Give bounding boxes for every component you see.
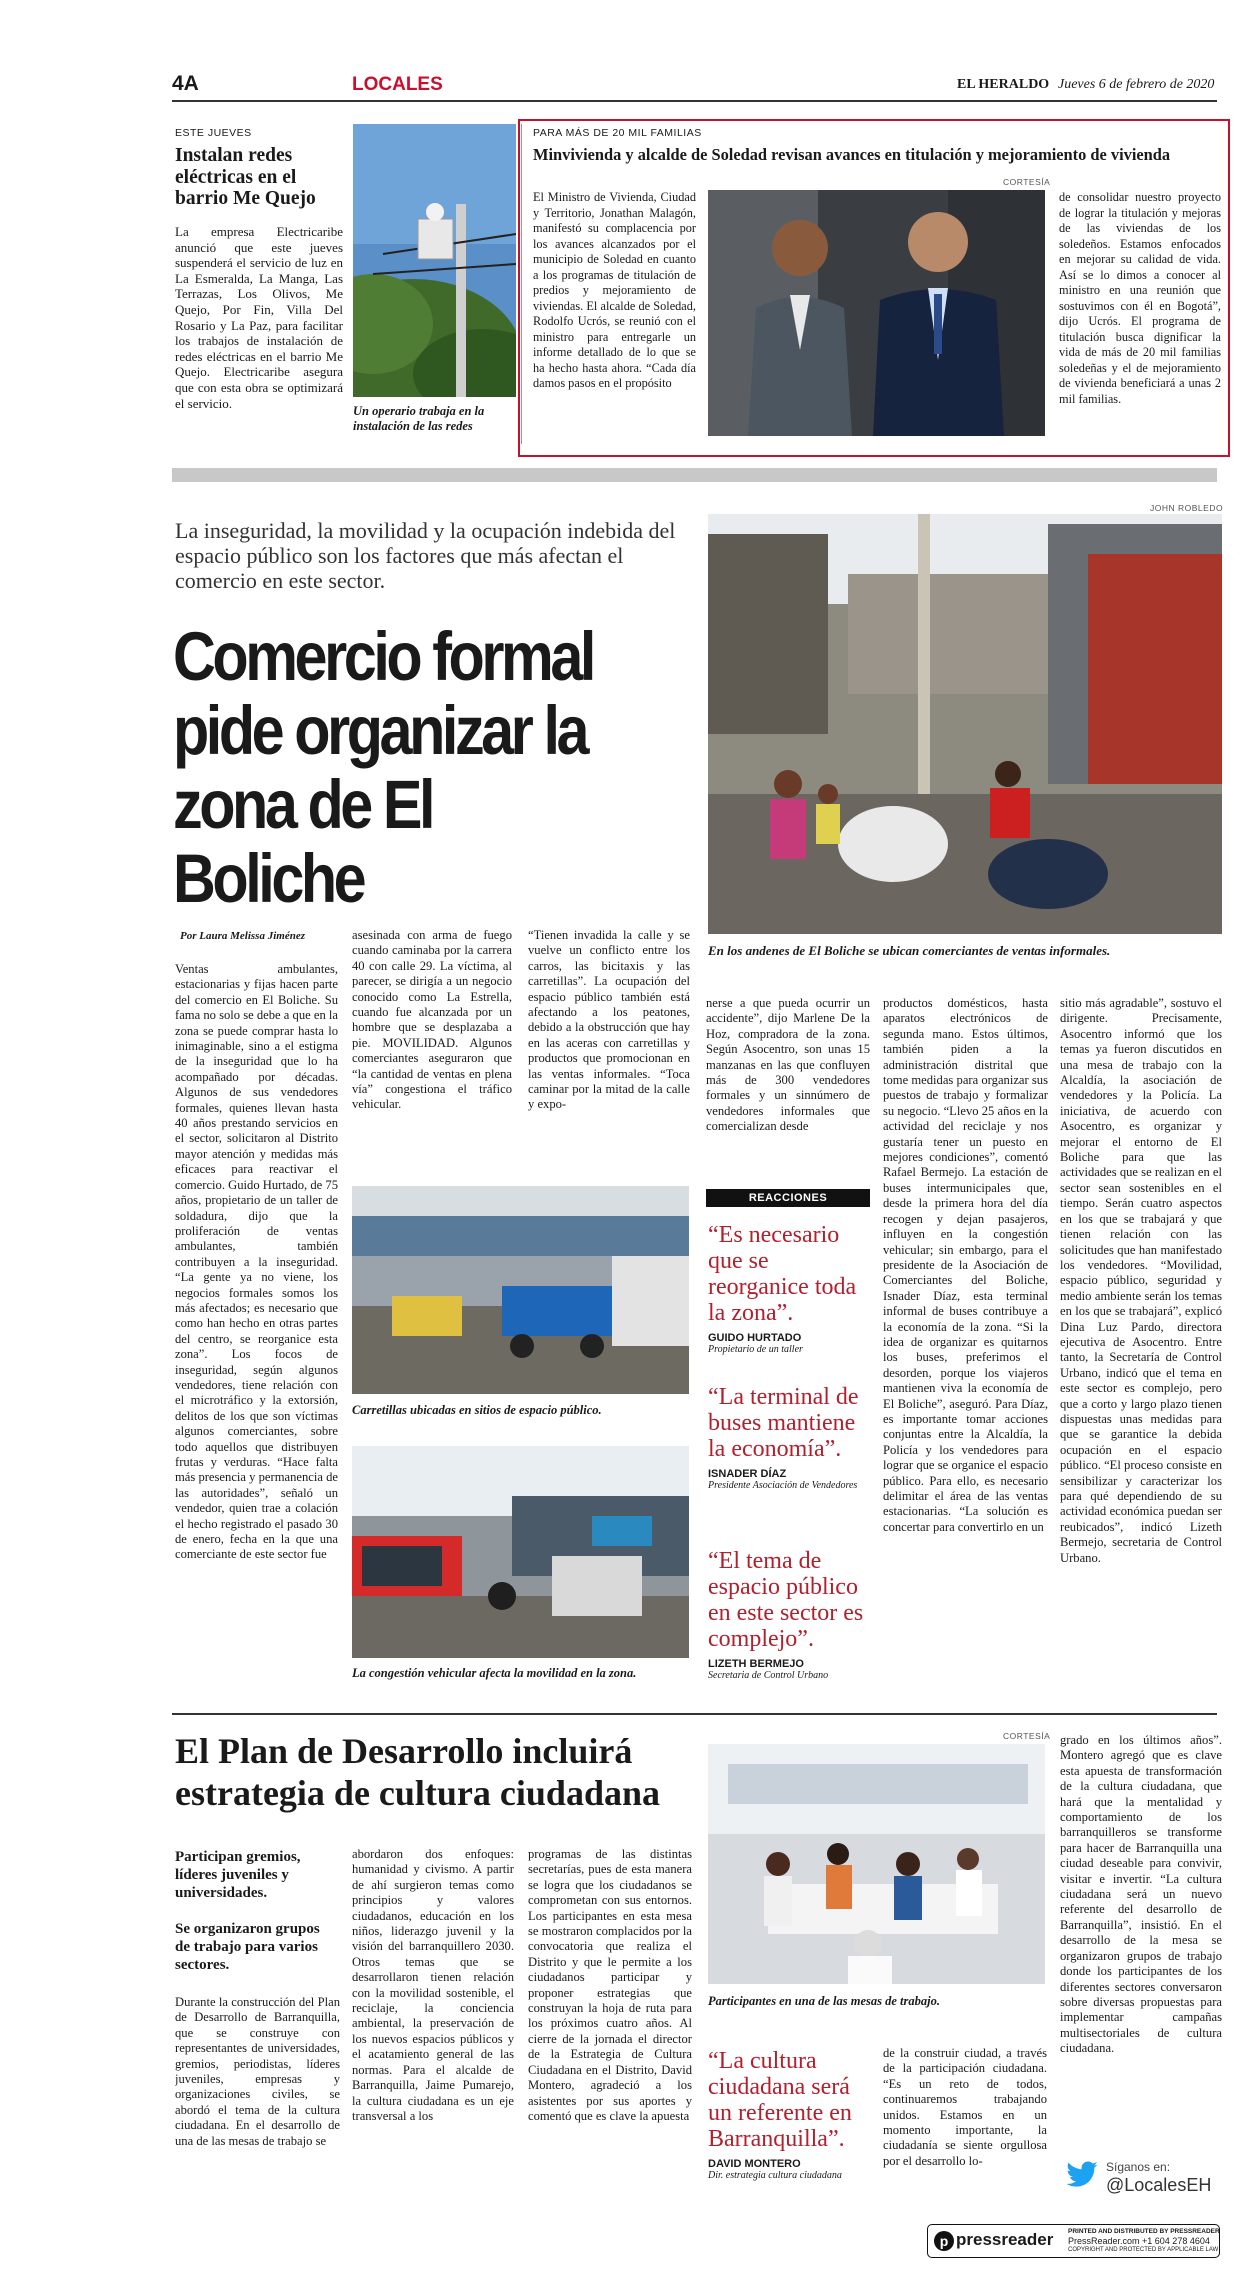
brief2-col1: El Ministro de Vivienda, Ciudad y Territorio, Jonathan Malagón, manifestó su complacencia por los avances alcanzados por el municipio de Soledad en cuanto a los programas de titulación de predios y mejoramiento de viviendas. El alcalde de Soledad, Rodolfo Ucrós, se reunió con el ministro para entregarle un informe detallado de lo que se ha hecho hasta ahora. “Cada día damos pasos en el propósito <box>533 190 696 390</box>
section-name: LOCALES <box>352 74 443 95</box>
pressreader-logo-icon: p <box>934 2231 954 2251</box>
quote-author: DAVID MONTERO <box>708 2158 801 2170</box>
reaction-quote-3 <box>708 1548 873 1681</box>
reactions-label: REACCIONES <box>706 1189 870 1207</box>
quote-text: “La terminal de buses mantiene la economía”. <box>708 1384 859 1462</box>
bottom-headline: El Plan de Desarrollo incluirá estrategia de cultura ciudadana <box>175 1731 660 1813</box>
main-headline: Comercio formal pide organizar la zona de El Boliche <box>173 618 593 917</box>
ministers-photo <box>708 190 1045 436</box>
bottom-quote-block <box>708 2048 873 2181</box>
bottom-col5: grado en los últimos años”. Montero agregó que es clave esta apuesta de transformación de la cultura ciudadana, que hará que la mentalidad y comportamiento de los barranquilleros se transforme para hacer de Barranquilla una ciudad deseable para convivir, visitar e invertir. “La cultura ciudadana será un nuevo referente del desarrollo de Barranquilla”, insistió. En el desarrollo de la mesa se organizaron grupos de trabajo donde los participantes de los diferentes sectores conversaron sobre diversas propuestas para implementar campañas multisectoriales de cultura ciudadana. <box>1060 1733 1222 2056</box>
reaction-quote-1 <box>708 1222 873 1355</box>
quote-role: Secretaria de Control Urbano <box>708 1670 829 1681</box>
bottom-col1: Durante la construcción del Plan de Desarrollo de Barranquilla, que se construye con representantes de universidades, gremios, periodistas, líderes juveniles, empresas y organizaciones civiles, se abordó el tema de la cultura ciudadana. En el desarrollo de una de las mesas de trabajo se <box>175 1995 340 2148</box>
carts-caption: Carretillas ubicadas en sitios de espacio público. <box>352 1403 602 1417</box>
pressreader-line1: PRINTED AND DISTRIBUTED BY PRESSREADER <box>1068 2228 1220 2235</box>
quote-author: ISNADER DÍAZ <box>708 1468 787 1480</box>
brief1-caption: Un operario trabaja en la instalación de las redes <box>353 404 485 433</box>
main-col5: productos domésticos, hasta aparatos electrónicos de segunda mano. Estos últimos, también piden a la administración distrital que tome medidas para organizar sus puestos de trabajo y formalizar su negocio. “Llevo 25 años en la actividad del reciclaje y nos gustaría tener un puesto en mejores condiciones”, comentó Rafael Bermejo. La estación de buses intermunicipales que, desde la primera hora del día recogen y dejan pasajeros, influyen en la congestión vehicular; sin embargo, para el presidente de la Asociación de Comerciantes del Boliche, Isnader Díaz, esta terminal informal de buses contribuye a la economía de la zona. “Si la idea de organizar es quitarnos los buses, preferimos el desorden, porque los viajeros mantienen viva la economía de El Boliche”, aseguró. Para Díaz, es importante tomar acciones conjuntas entre la Alcaldía, la Policía y los vendedores para lograr que se organice el espacio público. Para ello, es necesario delimitar el área de las ventas estacionarias. “La solución es concertar para convertirlo en un <box>883 996 1048 1534</box>
main-col6: sitio más agradable”, sostuvo el dirigente. Precisamente, Asocentro informó que los temas ya fueron discutidos en una mesa de trabajo con la Alcaldía, la asociación de vendedores y la Policía. La iniciativa, de acuerdo con Asocentro, es organizar y mejorar el entorno de El Boliche para que las actividades que se realizan en el sector sean sostenibles en el tiempo. Serán cuatro aspectos en los que se trabajará y que tienen relación con las solicitudes que han manifestado los vendedores. “Movilidad, espacio público, seguridad y medio ambiente serán los temas en los que se trabajará”, explicó Dina Luz Pardo, directora ejecutiva de Asocentro. Entre tanto, la Secretaría de Control Urbano, indicó que el tema en este sector es complejo, pero que a corto y largo plazo tienen dispuestas unas medidas para que se garantice la debida ocupación en el espacio público. “El proceso consiste en sensibilizar y caracterizar los para qué dependiendo de su actividad económica puedan ser reubicados”, indicó Lizeth Bermejo, secretaria de Control Urbano. <box>1060 996 1222 1565</box>
main-col2: asesinada con arma de fuego cuando caminaba por la carrera 40 con calle 29. La víctima, al parecer, se dirigía a un negocio conocido como La Estrella, cuando fue alcanzada por un hombre que se desplazaba a pie. MOVILIDAD. Algunos comerciantes aseguraron que “la cantidad de ventas en plena vía” congestiona el tráfico vehicular. <box>352 928 512 1112</box>
brief1-body: La empresa Electricaribe anunció que este jueves suspenderá el servicio de luz en La Esmeralda, La Manga, Las Terrazas, Los Olivos, Me Quejo, Por Fin, Villa Del Rosario y La Paz, para facilitar los trabajos de instalación de redes eléctricas en el barrio Me Quejo. Electricaribe asegura que con esta obra se optimizará el servicio. <box>175 224 343 411</box>
quote-text: “El tema de espacio público en este sector es complejo”. <box>708 1548 864 1652</box>
reaction-quote-2 <box>708 1384 873 1491</box>
bottom-sub1: Participan gremios, líderes juveniles y universidades. <box>175 1849 301 1901</box>
main-photo-credit: JOHN ROBLEDO <box>1150 503 1224 513</box>
bottom-sub2: Se organizaron grupos de trabajo para varios sectores. <box>175 1921 320 1973</box>
main-deck: La inseguridad, la movilidad y la ocupación indebida del espacio público son los factores que más afectan el comercio en este sector. <box>175 518 676 593</box>
quote-role: Presidente Asociación de Vendedores <box>708 1480 858 1491</box>
bottom-photo-credit: CORTESÍA <box>1003 1731 1051 1741</box>
pressreader-line3: COPYRIGHT AND PROTECTED BY APPLICABLE LAW <box>1068 2247 1219 2253</box>
quote-role: Propietario de un taller <box>708 1344 803 1355</box>
social-label: Síganos en: <box>1106 2160 1171 2174</box>
bottom-photo-caption: Participantes en una de las mesas de trabajo. <box>708 1994 940 2008</box>
brief2-kicker: PARA MÁS DE 20 MIL FAMILIAS <box>533 127 702 139</box>
brief2-credit: CORTESÍA <box>1003 177 1051 187</box>
section-band <box>172 468 1217 482</box>
quote-author: LIZETH BERMEJO <box>708 1658 804 1670</box>
main-byline: Por Laura Melissa Jiménez <box>180 930 305 942</box>
brief1-headline: Instalan redes eléctricas en el barrio Me Quejo <box>175 145 316 209</box>
newspaper-name: EL HERALDO <box>957 77 1050 92</box>
main-col3: “Tienen invadida la calle y se vuelve un conflicto entre los carros, las bicitaxis y las carretillas”. La ocupación del espacio público también está afectando a los peatones, debido a la obstrucción que hay en las aceras con carretillas y productos que promocionan en las ventas informales. “Toca caminar por la mitad de la calle y expo- <box>528 928 690 1112</box>
main-photo-caption: En los andenes de El Boliche se ubican comerciantes de ventas informales. <box>708 943 1111 958</box>
brief1-kicker: ESTE JUEVES <box>175 127 252 139</box>
carts-photo <box>352 1186 689 1394</box>
issue-date: Jueves 6 de febrero de 2020 <box>1058 77 1215 92</box>
bottom-col4: de la construir ciudad, a través de la participación ciudadana. “Es un reto de todos, continuaremos trabajando unidos. Estamos en un momento importante, la ciudadanía se siente orgullosa por el desarrollo lo- <box>883 2046 1047 2168</box>
quote-role: Dir. estrategia cultura ciudadana <box>708 2170 842 2181</box>
page-number: 4A <box>172 72 199 95</box>
bottom-col2: abordaron dos enfoques: humanidad y civismo. A partir de ahí surgieron temas como principios y valores ciudadanos, educación en los niños, liderazgo juvenil y la visión del barranquillero 2030. Otros temas que se desarrollaron tienen relación con la movilidad sostenible, el reciclaje, la conciencia ambiental, la preservación de los nuevos espacios públicos y el acatamiento general de las normas. Para el alcalde de Barranquilla, Jaime Pumarejo, la cultura ciudadana es un eje transversal a los <box>352 1847 514 2123</box>
bottom-story-rule <box>172 1713 1217 1715</box>
traffic-photo <box>352 1446 689 1658</box>
main-col4: nerse a que pueda ocurrir un accidente”, dijo Marlene De la Hoz, compradora de la zona. Según Asocentro, son unas 15 manzanas en las que confluyen más de 300 vendedores formales y un sinnúmero de vendedores informales que comercializan desde <box>706 996 870 1134</box>
quote-author: GUIDO HURTADO <box>708 1332 802 1344</box>
brief2-headline: Minvivienda y alcalde de Soledad revisan avances en titulación y mejoramiento de vivienda <box>533 145 1171 164</box>
electric-worker-photo <box>353 124 516 397</box>
brief2-col2: de consolidar nuestro proyecto de lograr la titulación y mejoras de las viviendas de los soledeños. Estamos enfocados en mejorar su calidad de vida. Así se lo dimos a conocer al ministro en una reunión que sostuvimos con él en Bogotá”, dijo Ucrós. El programa de titulación busca dignificar la vida de más de 20 mil familias soledeñas y el de mejoramiento de vivienda beneficiará a unas 2 mil familias. <box>1059 190 1221 406</box>
work-table-photo <box>708 1744 1045 1984</box>
pressreader-line2: PressReader.com +1 604 278 4604 <box>1068 2236 1210 2246</box>
social-handle[interactable]: @LocalesEH <box>1106 2175 1212 2195</box>
el-boliche-photo <box>708 514 1222 934</box>
bottom-col3: programas de las distintas secretarías, pues de esta manera se logra que los ciudadanos se comprometan con sus entornos. Los participantes en esta mesa se mostraron complacidos por la convocatoria que realiza el Distrito y que le permite a los ciudadanos participar y proponer estrategias que construyan la hoja de ruta para los próximos cuatro años. Al cierre de la jornada el director de la Estrategia de Cultura Ciudadana en el Distrito, David Montero, agradeció a los asistentes por sus aportes y comentó que es clave la apuesta <box>528 1847 692 2123</box>
pressreader-brand: pressreader <box>956 2230 1054 2249</box>
quote-text: “La cultura ciudadana será un referente en Barranquilla”. <box>708 2048 852 2152</box>
header-rule <box>172 100 1217 102</box>
quote-text: “Es necesario que se reorganice toda la zona”. <box>708 1222 857 1326</box>
main-col1: Ventas ambulantes, estacionarias y fijas hacen parte del comercio en El Boliche. Su fama no solo se debe a que en la zona se puede comprar hasta lo inimaginable, sino a el estigma de la inseguridad que lo ha acompañado por décadas. Algunos de sus vendedores formales, quienes llevan hasta 40 años prestando servicios en el sector, solicitaron al Distrito mayor atención y medidas más eficaces para reactivar el comercio. Guido Hurtado, de 75 años, propietario de un taller de soldadura, dijo que la proliferación de ventas ambulantes, también contribuyen a la inseguridad. “La gente ya no viene, los negocios formales somos los más afectados; es necesario que como han hecho en otras partes del centro, se reorganice esta zona”. Los focos de inseguridad, según algunos vendedores, tiene relación con el microtráfico y la extorsión, delitos de los que son víctimas algunos comerciantes, sobre todo aquellos que distribuyen frutas y verduras. “Hace falta más presencia y permanencia de las autoridades”, señaló un vendedor, quien trae a colación el hecho registrado el pasado 30 de enero, fecha en la que una comerciante de este sector fue <box>175 962 338 1562</box>
twitter-icon <box>1063 2158 1101 2192</box>
traffic-caption: La congestión vehicular afecta la movilidad en la zona. <box>352 1666 637 1680</box>
pressreader-badge[interactable] <box>927 2224 1220 2258</box>
